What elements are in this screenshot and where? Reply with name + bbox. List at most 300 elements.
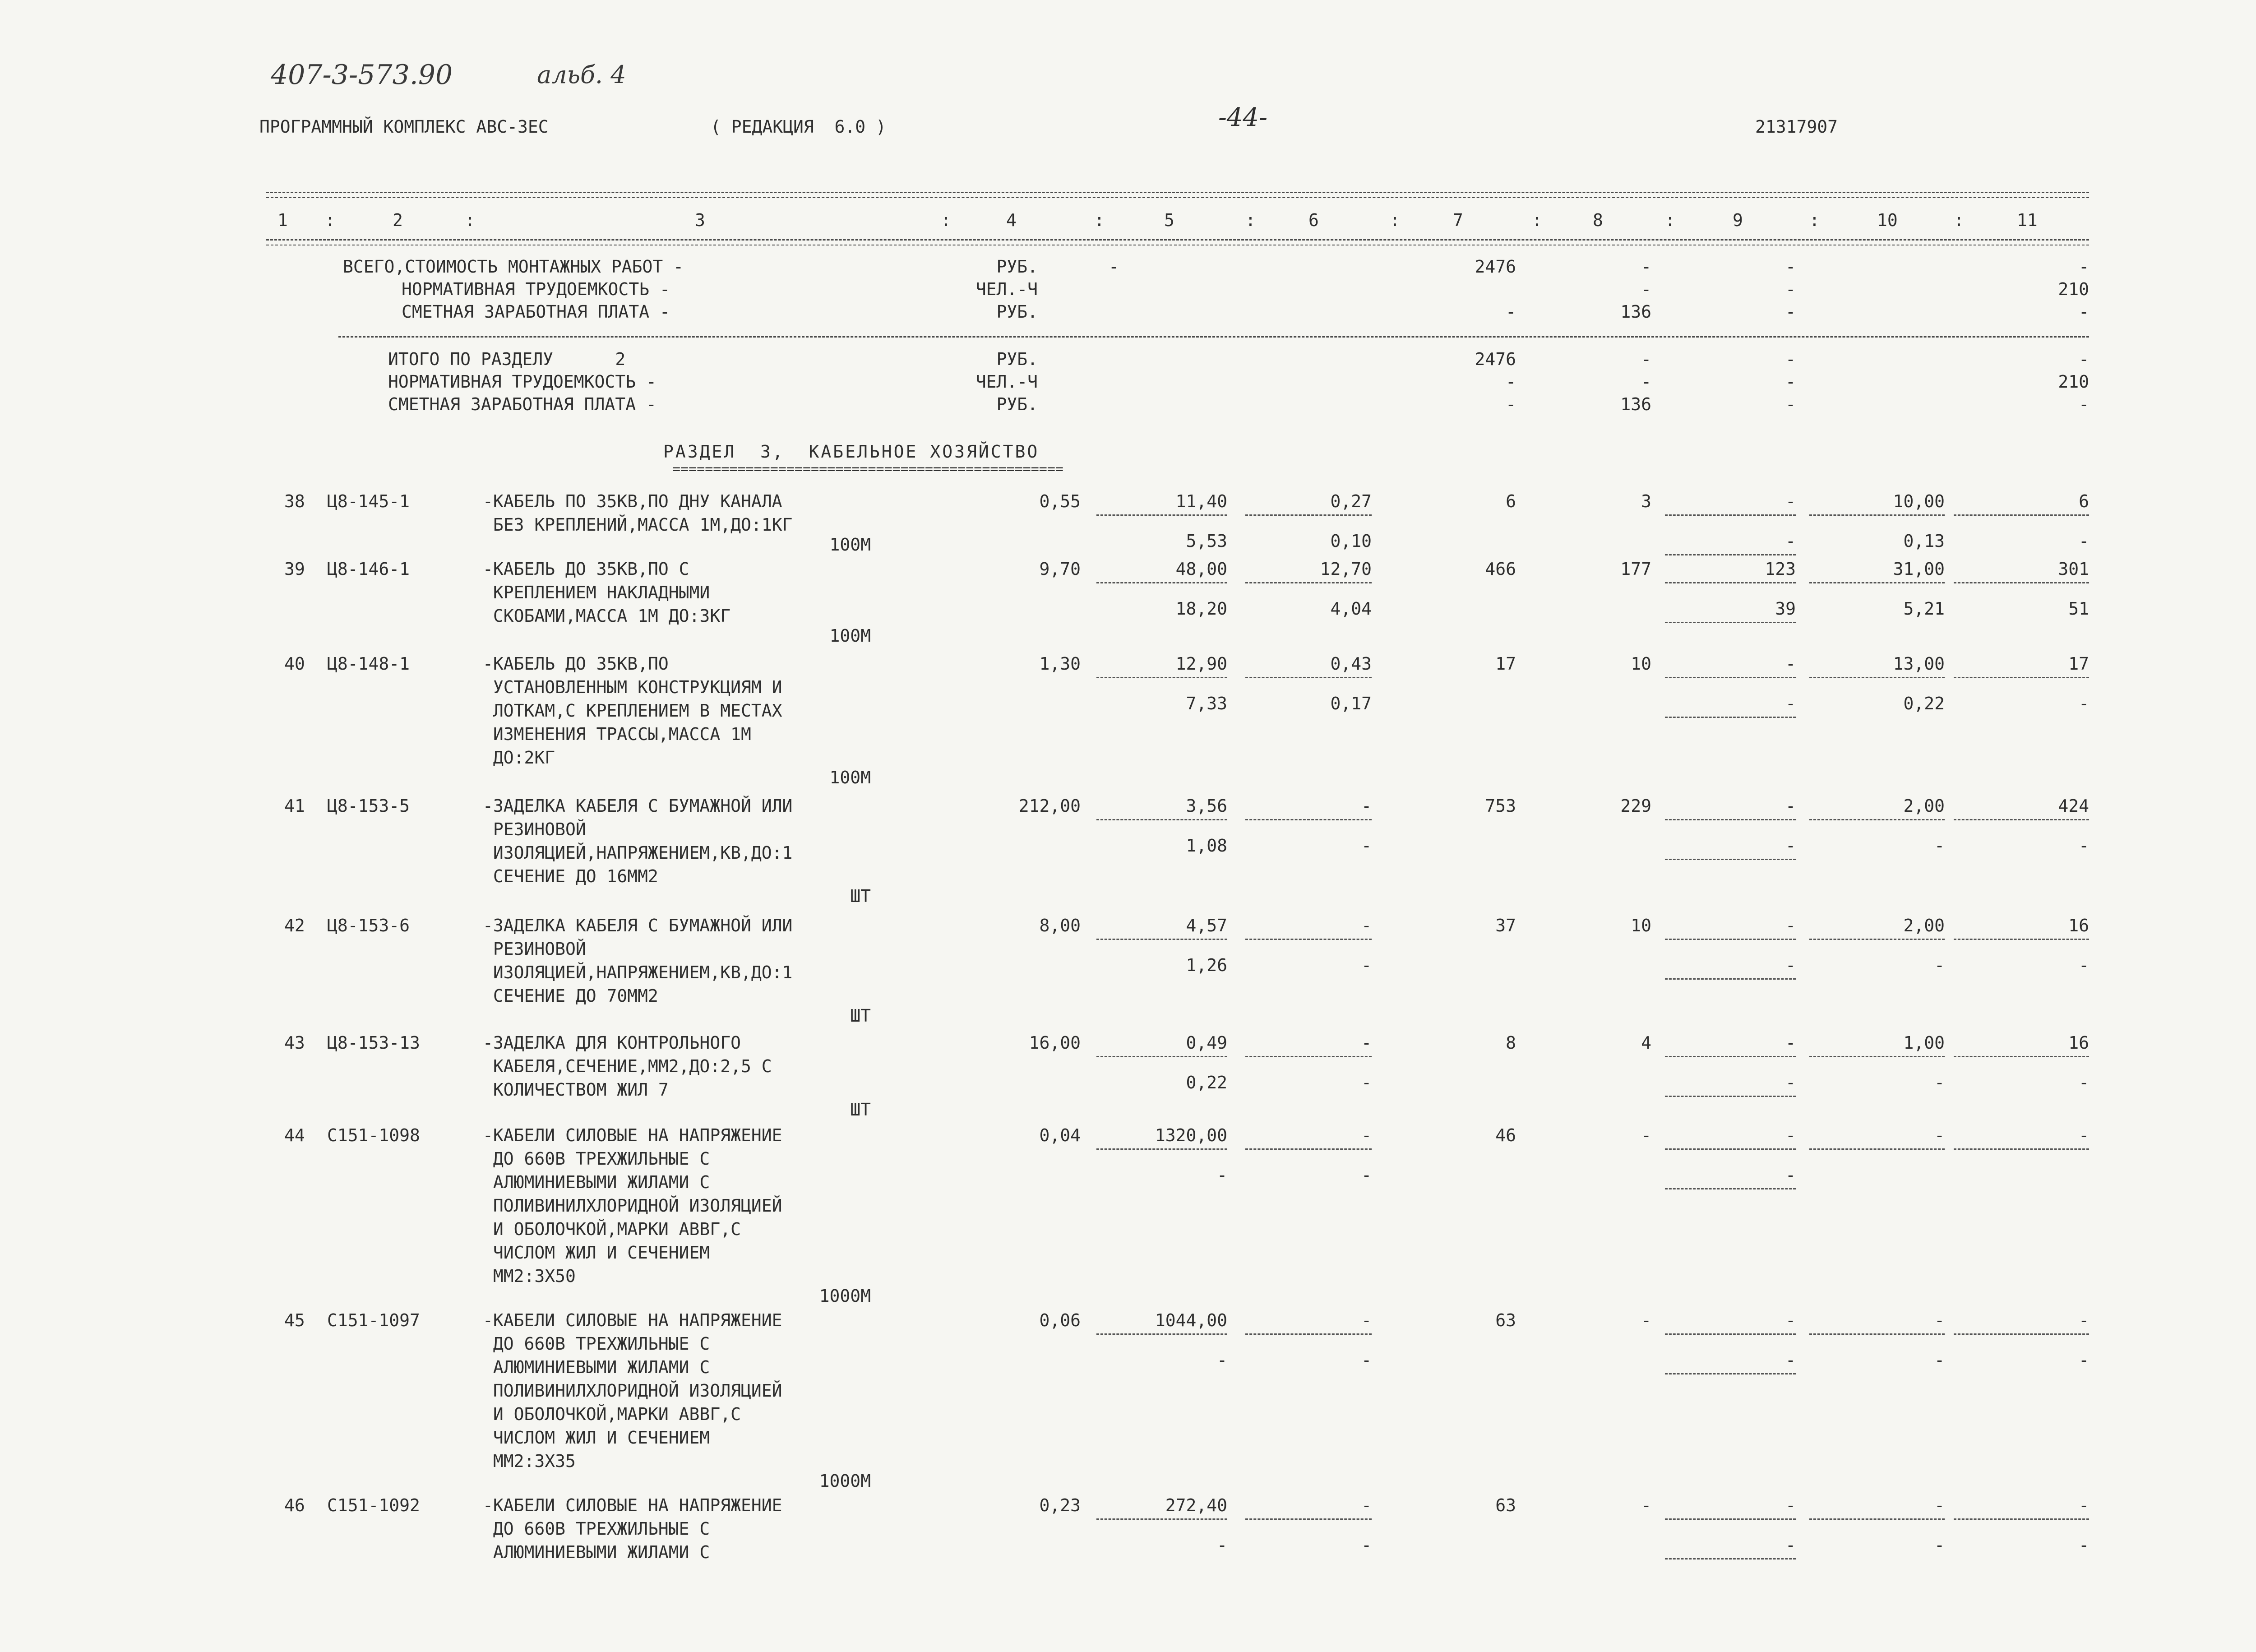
row-description: УСТАНОВЛЕННЫМ КОНСТРУКЦИЯМ И xyxy=(483,677,782,697)
summary-c7: 2476 xyxy=(1475,349,1516,369)
summary-c11: - xyxy=(2079,302,2089,322)
column-separator: : xyxy=(465,210,475,230)
row-value-c8: - xyxy=(1641,1310,1651,1330)
row-value-c8: 3 xyxy=(1641,491,1651,511)
row-underline xyxy=(1245,514,1372,516)
row-value-c8: 10 xyxy=(1631,654,1651,674)
row-value-c9: - xyxy=(1785,796,1796,816)
row-description: РЕЗИНОВОЙ xyxy=(483,939,586,959)
summary-c9: - xyxy=(1785,302,1796,322)
row-value-c5: 1320,00 xyxy=(1155,1125,1227,1145)
row-underline xyxy=(1954,1056,2089,1057)
row-unit: ШТ xyxy=(850,1100,871,1120)
row-subvalue-c10: - xyxy=(1934,836,1945,856)
summary-c8: - xyxy=(1641,372,1651,392)
row-underline xyxy=(1809,819,1945,820)
row-value-c10: 10,00 xyxy=(1893,491,1945,511)
row-code: Ц8-146-1 xyxy=(327,559,410,579)
row-value-c4: 8,00 xyxy=(1039,916,1081,935)
row-value-c8: 177 xyxy=(1620,559,1651,579)
row-value-c10: 13,00 xyxy=(1893,654,1945,674)
table-top-rule-2 xyxy=(266,197,2089,198)
row-description: ДО:2КГ xyxy=(483,748,555,768)
row-subvalue-c9: - xyxy=(1785,955,1796,975)
row-value-c5: 4,57 xyxy=(1186,916,1227,935)
row-description: КРЕПЛЕНИЕМ НАКЛАДНЫМИ xyxy=(483,583,710,602)
row-subvalue-c6: - xyxy=(1361,1073,1372,1092)
row-description: ИЗОЛЯЦИЕЙ,НАПРЯЖЕНИЕМ,КВ,ДО:1 xyxy=(483,963,793,982)
row-description: ДО 660В ТРЕХЖИЛЬНЫЕ С xyxy=(483,1519,710,1539)
row-description: -ЗАДЕЛКА КАБЕЛЯ С БУМАЖНОЙ ИЛИ xyxy=(483,796,793,816)
row-description: ПОЛИВИНИЛХЛОРИДНОЙ ИЗОЛЯЦИЕЙ xyxy=(483,1196,782,1216)
row-subvalue-c5: 7,33 xyxy=(1186,694,1227,713)
row-number: 45 xyxy=(284,1310,305,1330)
column-header-3: 3 xyxy=(695,210,705,230)
summary-label: ВСЕГО,СТОИМОСТЬ МОНТАЖНЫХ РАБОТ - xyxy=(343,257,684,277)
row-code: Ц8-153-13 xyxy=(327,1033,420,1053)
table-top-rule xyxy=(266,192,2089,193)
row-underline xyxy=(1665,1373,1796,1374)
row-underline xyxy=(1096,1333,1227,1335)
column-header-1: 1 xyxy=(277,210,288,230)
summary-c7: - xyxy=(1506,302,1516,322)
row-description: И ОБОЛОЧКОЙ,МАРКИ АВВГ,С xyxy=(483,1219,741,1239)
row-underline xyxy=(1809,1056,1945,1057)
row-value-c11: - xyxy=(2079,1125,2089,1145)
row-value-c11: 16 xyxy=(2068,916,2089,935)
summary-c9: - xyxy=(1785,257,1796,277)
row-value-c9: - xyxy=(1785,1033,1796,1053)
row-underline xyxy=(1665,1056,1796,1057)
row-description: ПОЛИВИНИЛХЛОРИДНОЙ ИЗОЛЯЦИЕЙ xyxy=(483,1381,782,1401)
row-underline xyxy=(1665,1558,1796,1559)
column-header-8: 8 xyxy=(1593,210,1603,230)
row-value-c9: - xyxy=(1785,491,1796,511)
column-header-4: 4 xyxy=(1006,210,1017,230)
summary-divider xyxy=(338,336,2089,338)
summary-c8: - xyxy=(1641,257,1651,277)
row-subvalue-c10: 0,13 xyxy=(1903,531,1945,551)
row-subvalue-c10: 5,21 xyxy=(1903,599,1945,619)
row-underline xyxy=(1096,582,1227,583)
row-subvalue-c6: - xyxy=(1361,1165,1372,1185)
row-underline xyxy=(1665,859,1796,860)
row-value-c7: 63 xyxy=(1495,1310,1516,1330)
row-underline xyxy=(1665,514,1796,516)
row-subvalue-c9: - xyxy=(1785,1535,1796,1555)
handwritten-code: 407-3-573.90 xyxy=(271,59,453,91)
row-subvalue-c9: - xyxy=(1785,1165,1796,1185)
row-subvalue-c6: 0,17 xyxy=(1330,694,1372,713)
row-value-c11: 424 xyxy=(2058,796,2089,816)
row-value-c4: 0,23 xyxy=(1039,1495,1081,1515)
edition: ( РЕДАКЦИЯ 6.0 ) xyxy=(711,117,886,137)
row-underline xyxy=(1665,939,1796,940)
row-description: ЛОТКАМ,С КРЕПЛЕНИЕМ В МЕСТАХ xyxy=(483,701,782,721)
row-underline xyxy=(1809,582,1945,583)
row-subvalue-c10: - xyxy=(1934,1350,1945,1370)
row-underline xyxy=(1665,1188,1796,1189)
row-subvalue-c11: - xyxy=(2079,836,2089,856)
row-value-c5: 11,40 xyxy=(1175,491,1227,511)
row-code: Ц8-153-5 xyxy=(327,796,410,816)
row-description: АЛЮМИНИЕВЫМИ ЖИЛАМИ С xyxy=(483,1172,710,1192)
column-header-9: 9 xyxy=(1733,210,1743,230)
summary-c7: - xyxy=(1506,394,1516,414)
row-subvalue-c9: 39 xyxy=(1775,599,1796,619)
row-subvalue-c5: 5,53 xyxy=(1186,531,1227,551)
row-description: СЕЧЕНИЕ ДО 70ММ2 xyxy=(483,986,658,1006)
row-value-c8: 10 xyxy=(1631,916,1651,935)
row-value-c9: - xyxy=(1785,1495,1796,1515)
row-value-c4: 9,70 xyxy=(1039,559,1081,579)
row-underline xyxy=(1245,1056,1372,1057)
row-value-c5: 1044,00 xyxy=(1155,1310,1227,1330)
summary-c9: - xyxy=(1785,279,1796,299)
row-code: С151-1097 xyxy=(327,1310,420,1330)
row-description: КОЛИЧЕСТВОМ ЖИЛ 7 xyxy=(483,1080,669,1100)
row-value-c8: 229 xyxy=(1620,796,1651,816)
row-underline xyxy=(1245,1518,1372,1520)
summary-c11: - xyxy=(2079,394,2089,414)
summary-c11: - xyxy=(2079,349,2089,369)
row-unit: 1000М xyxy=(819,1286,871,1306)
column-header-11: 11 xyxy=(2017,210,2038,230)
row-number: 42 xyxy=(284,916,305,935)
summary-unit: ЧЕЛ.-Ч xyxy=(975,372,1038,392)
row-value-c11: - xyxy=(2079,1310,2089,1330)
row-underline xyxy=(1245,939,1372,940)
row-underline xyxy=(1096,1518,1227,1520)
row-subvalue-c6: - xyxy=(1361,955,1372,975)
row-value-c7: 466 xyxy=(1485,559,1516,579)
row-underline xyxy=(1954,1148,2089,1150)
row-value-c5: 3,56 xyxy=(1186,796,1227,816)
row-unit: 100М xyxy=(829,768,871,787)
summary-c11: - xyxy=(2079,257,2089,277)
summary-c7: 2476 xyxy=(1475,257,1516,277)
row-underline xyxy=(1665,554,1796,555)
program-name: ПРОГРАММНЫЙ КОМПЛЕКС АВС-3ЕС xyxy=(259,117,549,137)
row-subvalue-c11: - xyxy=(2079,955,2089,975)
row-underline xyxy=(1665,677,1796,678)
section-title-underline: ================================================ xyxy=(672,461,1063,477)
row-value-c11: 6 xyxy=(2079,491,2089,511)
row-subvalue-c10: - xyxy=(1934,1535,1945,1555)
row-number: 39 xyxy=(284,559,305,579)
row-value-c10: 31,00 xyxy=(1893,559,1945,579)
row-value-c7: 17 xyxy=(1495,654,1516,674)
row-underline xyxy=(1096,514,1227,516)
row-number: 38 xyxy=(284,491,305,511)
summary-c9: - xyxy=(1785,394,1796,414)
column-separator: : xyxy=(1532,210,1542,230)
row-value-c7: 8 xyxy=(1506,1033,1516,1053)
column-separator: : xyxy=(941,210,951,230)
row-underline xyxy=(1665,819,1796,820)
row-description: АЛЮМИНИЕВЫМИ ЖИЛАМИ С xyxy=(483,1542,710,1562)
row-value-c6: - xyxy=(1361,916,1372,935)
row-value-c6: - xyxy=(1361,1125,1372,1145)
row-description: ММ2:3Х35 xyxy=(483,1451,576,1471)
row-subvalue-c10: 0,22 xyxy=(1903,694,1945,713)
summary-c11: 210 xyxy=(2058,279,2089,299)
row-subvalue-c11: 51 xyxy=(2068,599,2089,619)
row-subvalue-c5: 1,08 xyxy=(1186,836,1227,856)
row-underline xyxy=(1096,939,1227,940)
row-underline xyxy=(1665,622,1796,623)
row-value-c8: - xyxy=(1641,1125,1651,1145)
row-subvalue-c9: - xyxy=(1785,1073,1796,1092)
row-value-c11: 301 xyxy=(2058,559,2089,579)
summary-label: СМЕТНАЯ ЗАРАБОТНАЯ ПЛАТА - xyxy=(402,302,670,322)
row-value-c9: - xyxy=(1785,654,1796,674)
row-subvalue-c5: - xyxy=(1217,1535,1227,1555)
row-description: -КАБЕЛЬ ДО 35КВ,ПО xyxy=(483,654,669,674)
row-underline xyxy=(1665,1518,1796,1520)
row-value-c6: - xyxy=(1361,1495,1372,1515)
row-description: СКОБАМИ,МАССА 1М ДО:3КГ xyxy=(483,606,731,626)
row-underline xyxy=(1809,1333,1945,1335)
row-subvalue-c9: - xyxy=(1785,836,1796,856)
row-number: 44 xyxy=(284,1125,305,1145)
summary-unit: РУБ. xyxy=(996,257,1038,277)
row-subvalue-c11: - xyxy=(2079,694,2089,713)
row-subvalue-c5: 18,20 xyxy=(1175,599,1227,619)
row-value-c4: 0,55 xyxy=(1039,491,1081,511)
summary-label: НОРМАТИВНАЯ ТРУДОЕМКОСТЬ - xyxy=(402,279,670,299)
row-subvalue-c10: - xyxy=(1934,1073,1945,1092)
row-code: С151-1098 xyxy=(327,1125,420,1145)
row-underline xyxy=(1245,1333,1372,1335)
summary-c11: 210 xyxy=(2058,372,2089,392)
row-value-c11: 17 xyxy=(2068,654,2089,674)
row-value-c7: 46 xyxy=(1495,1125,1516,1145)
row-subvalue-c5: 1,26 xyxy=(1186,955,1227,975)
row-value-c10: - xyxy=(1934,1495,1945,1515)
row-underline xyxy=(1809,514,1945,516)
row-underline xyxy=(1809,1148,1945,1150)
row-number: 43 xyxy=(284,1033,305,1053)
row-underline xyxy=(1245,677,1372,678)
summary-unit: РУБ. xyxy=(996,349,1038,369)
row-subvalue-c6: - xyxy=(1361,836,1372,856)
row-description: ДО 660В ТРЕХЖИЛЬНЫЕ С xyxy=(483,1334,710,1354)
row-value-c10: 1,00 xyxy=(1903,1033,1945,1053)
handwritten-album: альб. 4 xyxy=(537,60,626,89)
summary-c5: - xyxy=(1109,257,1119,277)
row-value-c4: 0,06 xyxy=(1039,1310,1081,1330)
row-description: КАБЕЛЯ,СЕЧЕНИЕ,ММ2,ДО:2,5 С xyxy=(483,1056,772,1076)
row-subvalue-c9: - xyxy=(1785,694,1796,713)
row-value-c10: 2,00 xyxy=(1903,916,1945,935)
document-number: 21317907 xyxy=(1755,117,1838,137)
row-code: С151-1092 xyxy=(327,1495,420,1515)
row-unit: 1000М xyxy=(819,1471,871,1491)
row-underline xyxy=(1665,582,1796,583)
row-value-c7: 753 xyxy=(1485,796,1516,816)
row-underline xyxy=(1809,939,1945,940)
row-description: ЧИСЛОМ ЖИЛ И СЕЧЕНИЕМ xyxy=(483,1428,710,1448)
row-code: Ц8-145-1 xyxy=(327,491,410,511)
summary-label: НОРМАТИВНАЯ ТРУДОЕМКОСТЬ - xyxy=(388,372,656,392)
row-value-c7: 6 xyxy=(1506,491,1516,511)
row-subvalue-c11: - xyxy=(2079,1535,2089,1555)
row-code: Ц8-153-6 xyxy=(327,916,410,935)
summary-unit: РУБ. xyxy=(996,302,1038,322)
row-description: -КАБЕЛЬ ПО 35КВ,ПО ДНУ КАНАЛА xyxy=(483,491,782,511)
row-underline xyxy=(1245,1148,1372,1150)
row-value-c7: 37 xyxy=(1495,916,1516,935)
row-value-c6: 0,27 xyxy=(1330,491,1372,511)
row-underline xyxy=(1954,677,2089,678)
summary-label: ИТОГО ПО РАЗДЕЛУ 2 xyxy=(388,349,626,369)
row-underline xyxy=(1665,1096,1796,1097)
row-underline xyxy=(1665,1148,1796,1150)
row-value-c6: - xyxy=(1361,1033,1372,1053)
column-separator: : xyxy=(1245,210,1256,230)
row-description: ИЗМЕНЕНИЯ ТРАССЫ,МАССА 1М xyxy=(483,724,751,744)
row-value-c10: - xyxy=(1934,1310,1945,1330)
row-subvalue-c10: - xyxy=(1934,955,1945,975)
column-header-5: 5 xyxy=(1164,210,1174,230)
row-value-c5: 0,49 xyxy=(1186,1033,1227,1053)
row-value-c11: 16 xyxy=(2068,1033,2089,1053)
row-subvalue-c5: 0,22 xyxy=(1186,1073,1227,1092)
row-description: -КАБЕЛИ СИЛОВЫЕ НА НАПРЯЖЕНИЕ xyxy=(483,1125,782,1145)
row-subvalue-c6: 0,10 xyxy=(1330,531,1372,551)
row-underline xyxy=(1096,1056,1227,1057)
row-underline xyxy=(1809,1518,1945,1520)
row-description: БЕЗ КРЕПЛЕНИЙ,МАССА 1М,ДО:1КГ xyxy=(483,515,793,535)
column-header-6: 6 xyxy=(1308,210,1319,230)
row-value-c7: 63 xyxy=(1495,1495,1516,1515)
summary-c8: 136 xyxy=(1620,394,1651,414)
row-description: ММ2:3Х50 xyxy=(483,1266,576,1286)
row-subvalue-c11: - xyxy=(2079,531,2089,551)
row-unit: 100М xyxy=(829,535,871,555)
row-subvalue-c11: - xyxy=(2079,1350,2089,1370)
row-value-c6: 12,70 xyxy=(1320,559,1372,579)
row-underline xyxy=(1245,819,1372,820)
section-title: РАЗДЕЛ 3, КАБЕЛЬНОЕ ХОЗЯЙСТВО xyxy=(663,442,1040,462)
row-underline xyxy=(1665,978,1796,980)
row-underline xyxy=(1096,819,1227,820)
column-separator: : xyxy=(1390,210,1400,230)
row-underline xyxy=(1665,1333,1796,1335)
row-description: ИЗОЛЯЦИЕЙ,НАПРЯЖЕНИЕМ,КВ,ДО:1 xyxy=(483,843,793,863)
row-value-c8: - xyxy=(1641,1495,1651,1515)
row-value-c4: 1,30 xyxy=(1039,654,1081,674)
row-subvalue-c6: - xyxy=(1361,1535,1372,1555)
row-number: 46 xyxy=(284,1495,305,1515)
column-header-2: 2 xyxy=(393,210,403,230)
column-separator: : xyxy=(1954,210,1964,230)
row-subvalue-c6: - xyxy=(1361,1350,1372,1370)
row-value-c9: 123 xyxy=(1765,559,1796,579)
summary-unit: РУБ. xyxy=(996,394,1038,414)
column-separator: : xyxy=(1809,210,1820,230)
row-underline xyxy=(1954,582,2089,583)
row-value-c9: - xyxy=(1785,916,1796,935)
row-underline xyxy=(1809,677,1945,678)
row-unit: ШТ xyxy=(850,886,871,906)
row-underline xyxy=(1954,1333,2089,1335)
summary-c8: 136 xyxy=(1620,302,1651,322)
row-unit: 100М xyxy=(829,626,871,646)
row-value-c5: 48,00 xyxy=(1175,559,1227,579)
summary-label: СМЕТНАЯ ЗАРАБОТНАЯ ПЛАТА - xyxy=(388,394,656,414)
row-description: ЧИСЛОМ ЖИЛ И СЕЧЕНИЕМ xyxy=(483,1243,710,1263)
row-description: АЛЮМИНИЕВЫМИ ЖИЛАМИ С xyxy=(483,1357,710,1377)
row-subvalue-c5: - xyxy=(1217,1165,1227,1185)
row-value-c4: 212,00 xyxy=(1018,796,1081,816)
column-header-rule xyxy=(266,239,2089,241)
row-value-c10: 2,00 xyxy=(1903,796,1945,816)
column-separator: : xyxy=(325,210,335,230)
row-code: Ц8-148-1 xyxy=(327,654,410,674)
row-subvalue-c5: - xyxy=(1217,1350,1227,1370)
row-value-c6: - xyxy=(1361,1310,1372,1330)
row-description: -КАБЕЛИ СИЛОВЫЕ НА НАПРЯЖЕНИЕ xyxy=(483,1310,782,1330)
row-underline xyxy=(1954,1518,2089,1520)
row-underline xyxy=(1665,717,1796,718)
row-underline xyxy=(1954,939,2089,940)
column-header-10: 10 xyxy=(1877,210,1898,230)
row-subvalue-c6: 4,04 xyxy=(1330,599,1372,619)
row-underline xyxy=(1245,582,1372,583)
row-description: -КАБЕЛИ СИЛОВЫЕ НА НАПРЯЖЕНИЕ xyxy=(483,1495,782,1515)
summary-unit: ЧЕЛ.-Ч xyxy=(975,279,1038,299)
row-description: -КАБЕЛЬ ДО 35КВ,ПО С xyxy=(483,559,689,579)
row-value-c5: 12,90 xyxy=(1175,654,1227,674)
row-value-c11: - xyxy=(2079,1495,2089,1515)
row-value-c4: 16,00 xyxy=(1029,1033,1081,1053)
row-value-c4: 0,04 xyxy=(1039,1125,1081,1145)
row-subvalue-c9: - xyxy=(1785,1350,1796,1370)
column-separator: : xyxy=(1665,210,1675,230)
page-number: -44- xyxy=(1218,103,1268,132)
row-value-c9: - xyxy=(1785,1310,1796,1330)
row-subvalue-c11: - xyxy=(2079,1073,2089,1092)
row-value-c10: - xyxy=(1934,1125,1945,1145)
row-value-c6: 0,43 xyxy=(1330,654,1372,674)
column-separator: : xyxy=(1094,210,1105,230)
summary-c7: - xyxy=(1506,372,1516,392)
row-underline xyxy=(1096,677,1227,678)
summary-c8: - xyxy=(1641,349,1651,369)
row-number: 40 xyxy=(284,654,305,674)
row-number: 41 xyxy=(284,796,305,816)
row-description: И ОБОЛОЧКОЙ,МАРКИ АВВГ,С xyxy=(483,1404,741,1424)
row-description: СЕЧЕНИЕ ДО 16ММ2 xyxy=(483,866,658,886)
column-header-7: 7 xyxy=(1453,210,1463,230)
row-value-c9: - xyxy=(1785,1125,1796,1145)
summary-c9: - xyxy=(1785,349,1796,369)
row-value-c8: 4 xyxy=(1641,1033,1651,1053)
row-description: -ЗАДЕЛКА ДЛЯ КОНТРОЛЬНОГО xyxy=(483,1033,741,1053)
summary-c8: - xyxy=(1641,279,1651,299)
row-underline xyxy=(1096,1148,1227,1150)
row-unit: ШТ xyxy=(850,1006,871,1026)
row-underline xyxy=(1954,819,2089,820)
row-value-c5: 272,40 xyxy=(1165,1495,1227,1515)
summary-c9: - xyxy=(1785,372,1796,392)
row-value-c6: - xyxy=(1361,796,1372,816)
row-description: ДО 660В ТРЕХЖИЛЬНЫЕ С xyxy=(483,1149,710,1169)
row-underline xyxy=(1954,514,2089,516)
row-description: РЕЗИНОВОЙ xyxy=(483,819,586,839)
